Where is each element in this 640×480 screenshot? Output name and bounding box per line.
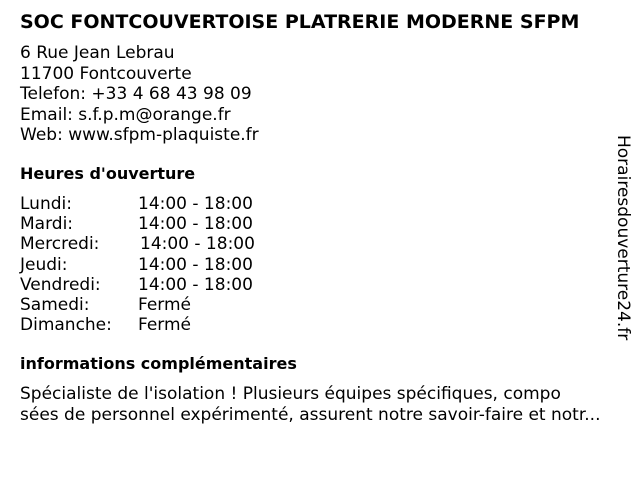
description-line: sées de personnel expérimenté, assurent notre savoir-faire et notr... <box>20 404 601 425</box>
hours-row-saturday <box>20 295 255 315</box>
day-label: Samedi: <box>20 295 90 316</box>
opening-hours-heading: Heures d'ouverture <box>20 164 196 183</box>
time-value: Fermé <box>138 315 192 336</box>
time-value: 14:00 - 18:00 <box>138 194 253 214</box>
time-value: 14:00 - 18:00 <box>140 234 255 255</box>
address-city: 11700 Fontcouverte <box>20 63 192 84</box>
email-line: Email: s.f.p.m@orange.fr <box>20 104 231 125</box>
description-line: Spécialiste de l'isolation ! Plusieurs équipes spécifiques, compo <box>20 384 561 404</box>
additional-info-heading: informations complémentaires <box>20 354 297 373</box>
day-label: Lundi: <box>20 194 72 214</box>
time-value: Fermé <box>138 295 192 316</box>
day-label: Dimanche: <box>20 315 112 336</box>
time-value: 14:00 - 18:00 <box>138 274 253 295</box>
day-label: Jeudi: <box>20 254 68 275</box>
time-value: 14:00 - 18:00 <box>138 254 253 275</box>
day-label: Mardi: <box>20 214 74 235</box>
hours-row-wednesday <box>20 234 255 254</box>
hours-row-tuesday <box>20 214 255 234</box>
address-street: 6 Rue Jean Lebrau <box>20 43 175 63</box>
time-value: 14:00 - 18:00 <box>138 214 253 235</box>
business-description <box>20 384 620 425</box>
contact-block <box>20 43 259 146</box>
site-watermark: Horairesdouverture24.fr <box>613 135 633 341</box>
opening-hours-table <box>20 194 255 335</box>
hours-row-sunday <box>20 315 255 335</box>
business-name: SOC FONTCOUVERTOISE PLATRERIE MODERNE SFPM <box>20 11 580 33</box>
hours-row-monday <box>20 194 255 214</box>
day-label: Vendredi: <box>20 274 101 295</box>
day-label: Mercredi: <box>20 234 100 255</box>
hours-row-thursday <box>20 255 255 275</box>
website-line: Web: www.sfpm-plaquiste.fr <box>20 125 259 145</box>
phone-line: Telefon: +33 4 68 43 98 09 <box>20 84 252 104</box>
hours-row-friday <box>20 275 255 295</box>
